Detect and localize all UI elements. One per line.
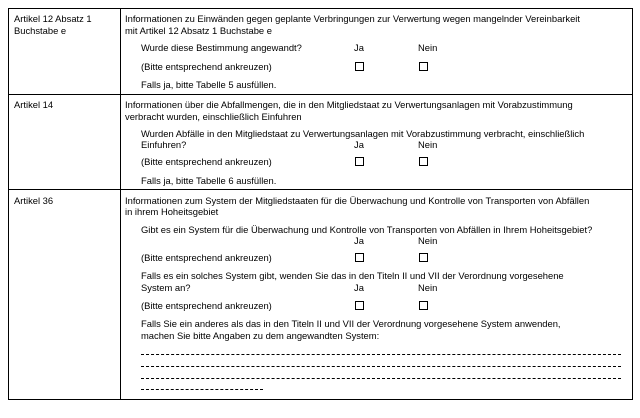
no-checkbox[interactable] — [419, 62, 428, 71]
no-label: Nein — [418, 42, 438, 53]
instruction-text: (Bitte entsprechend ankreuzen) — [141, 300, 272, 311]
followup-text: Falls Sie ein anderes als das in den Titeln II und VII der Verordnung vorgesehene System anwenden, — [141, 318, 561, 329]
instruction-text: (Bitte entsprechend ankreuzen) — [141, 156, 272, 167]
yes-checkbox[interactable] — [355, 157, 364, 166]
question-text: System an? — [141, 282, 191, 293]
yes-label: Ja — [354, 235, 364, 246]
question-text: Gibt es ein System für die Überwachung und Kontrolle von Transporten von Abfällen in Ihrem Hoheitsgebiet? — [141, 224, 593, 235]
article-label: Buchstabe e — [14, 25, 67, 36]
yes-label: Ja — [354, 139, 364, 150]
article-label: Artikel 14 — [14, 99, 54, 110]
no-label: Nein — [418, 282, 438, 293]
row-divider-2 — [8, 189, 633, 190]
section-description: verbracht wurden, einschließlich Einfuhren — [125, 111, 302, 122]
column-divider — [120, 8, 121, 400]
no-label: Nein — [418, 235, 438, 246]
answer-line[interactable] — [141, 354, 621, 355]
row-divider-1 — [8, 94, 633, 95]
yes-label: Ja — [354, 282, 364, 293]
article-label: Artikel 12 Absatz 1 — [14, 13, 92, 24]
instruction-text: (Bitte entsprechend ankreuzen) — [141, 252, 272, 263]
section-description: in ihrem Hoheitsgebiet — [125, 206, 219, 217]
question-text: Einfuhren? — [141, 139, 187, 150]
no-checkbox[interactable] — [419, 253, 428, 262]
yes-checkbox[interactable] — [355, 253, 364, 262]
table-border-bottom — [8, 399, 633, 400]
followup-text: Falls ja, bitte Tabelle 5 ausfüllen. — [141, 79, 277, 90]
yes-checkbox[interactable] — [355, 62, 364, 71]
answer-line[interactable] — [141, 378, 621, 379]
section-description: Informationen zu Einwänden gegen geplante Verbringungen zur Verwertung wegen mangelnder Vereinbarkeit — [125, 13, 580, 24]
answer-line[interactable] — [141, 366, 621, 367]
question-text: Wurden Abfälle in den Mitgliedstaat zu Verwertungsanlagen mit Vorabzustimmung verbracht, einschließlich — [141, 128, 585, 139]
table-border-top — [8, 8, 633, 9]
article-label: Artikel 36 — [14, 195, 54, 206]
no-label: Nein — [418, 139, 438, 150]
instruction-text: (Bitte entsprechend ankreuzen) — [141, 61, 272, 72]
yes-label: Ja — [354, 42, 364, 53]
followup-text: Falls ja, bitte Tabelle 6 ausfüllen. — [141, 175, 277, 186]
table-border-right — [632, 8, 633, 400]
yes-checkbox[interactable] — [355, 301, 364, 310]
section-description: Informationen zum System der Mitgliedstaaten für die Überwachung und Kontrolle von Transporten von Abfällen — [125, 195, 590, 206]
table-border-left — [8, 8, 9, 400]
question-text: Wurde diese Bestimmung angewandt? — [141, 42, 302, 53]
question-text: Falls es ein solches System gibt, wenden Sie das in den Titeln II und VII der Verordnung vorgesehene — [141, 270, 564, 281]
followup-text: machen Sie bitte Angaben zu dem angewandten System: — [141, 330, 380, 341]
no-checkbox[interactable] — [419, 157, 428, 166]
section-description: Informationen über die Abfallmengen, die in den Mitgliedstaat zu Verwertungsanlagen mit Vorabzustimmung — [125, 99, 573, 110]
no-checkbox[interactable] — [419, 301, 428, 310]
answer-line[interactable] — [141, 389, 263, 390]
section-description: mit Artikel 12 Absatz 1 Buchstabe e — [125, 25, 272, 36]
